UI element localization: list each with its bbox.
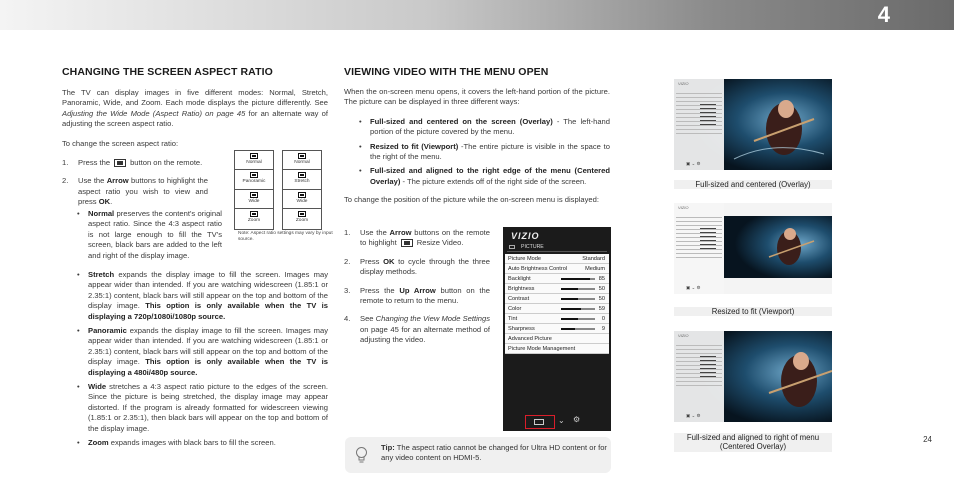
aspect-intro: The TV can display images in five different modes: Normal, Stretch, Panoramic, Wide, and Zoom. Each mode displays the picture differently. See Adjusting the Wide Mode (Aspect Ratio) on page 45 for an alternate way of adjusting the screen aspect ratio. (62, 88, 328, 129)
menu-step-3: 3. Press the Up Arrow button on the remote to return to the menu. (344, 285, 490, 306)
aspect-button-icon (114, 159, 126, 167)
aspect-note: Note: Aspect ratio settings may vary by input source. (238, 231, 333, 243)
contrast-slider[interactable] (561, 298, 595, 300)
menu-row-backlight[interactable]: Backlight 85 (505, 274, 609, 284)
tip-text: Tip: The aspect ratio cannot be changed for Ultra HD content or for any video content on HDMI-5. (381, 443, 607, 463)
menu-row-color[interactable]: Color 59 (505, 304, 609, 314)
aspect-option: Normal (234, 150, 274, 172)
menu-header: PICTURE (507, 243, 607, 252)
menu-steps (344, 228, 490, 354)
aspect-option: Normal (282, 150, 322, 172)
centered-overlay-caption: Full-sized and aligned to right of menu (Centered Overlay) (674, 433, 832, 452)
resize-video-icon (401, 239, 413, 247)
aspect-steps (62, 158, 208, 216)
zoom-mode-desc: • Zoom expands images with black bars to fill the screen. (76, 438, 328, 448)
wide-aspect-icon (250, 192, 258, 198)
page-number: 24 (923, 435, 932, 444)
stretch-mode-desc: • Stretch expands the display image to fill the screen. Images may appear wider than intended. If you are watching widescreen (1.85:1 or 2.35:1) content, black bars will still appear on the top and bottom of the display image. This option is only available when the TV is displaying a 720p/1080i/1080p source. (76, 270, 328, 322)
aspect-to-change: To change the screen aspect ratio: (62, 138, 179, 148)
aspect-option: Zoom (282, 208, 322, 230)
wide-aspect-icon (298, 192, 306, 198)
gear-icon[interactable]: ⚙ (573, 415, 581, 424)
left-column (62, 88, 328, 158)
aspect-option: Panoramic (234, 169, 274, 191)
zoom-aspect-icon (250, 211, 258, 217)
menu-row-brightness[interactable]: Brightness 50 (505, 284, 609, 294)
normal-aspect-icon (298, 153, 306, 159)
aspect-option: Wide (282, 189, 322, 211)
panel-icons: ▣ ⌄ ⚙ (686, 161, 701, 166)
overlay-caption: Full-sized and centered (Overlay) (674, 180, 832, 189)
menu-row-tint[interactable]: Tint 0 (505, 314, 609, 324)
centered-overlay-bullet: • Full-sized and aligned to the right edge of the menu (Centered Overlay) - The picture extends off of the right side of the screen. (358, 166, 610, 187)
menu-step-4: 4. See Changing the View Mode Settings on page 45 for an alternate method of adjusting the video. (344, 314, 491, 345)
mode-descriptions (76, 270, 328, 453)
normal-aspect-icon (250, 153, 258, 159)
menu-row-advanced-picture[interactable]: Advanced Picture (505, 334, 609, 344)
wide-mode-link[interactable]: Adjusting the Wide Mode (Aspect Ratio) on page 45 (62, 108, 246, 118)
chevron-down-icon[interactable]: ⌄ (558, 416, 565, 425)
aspect-step-1: 1. Press the button on the remote. (62, 158, 203, 167)
brightness-slider[interactable] (561, 288, 595, 290)
panel-icons: ▣ ⌄ ⚙ (686, 285, 701, 290)
picture-icon (509, 245, 515, 249)
menu-row-sharpness[interactable]: Sharpness 9 (505, 324, 609, 334)
chapter-number: 4 (877, 2, 890, 27)
tint-slider[interactable] (561, 318, 595, 320)
viewport-menu-panel: VIZIO ▣ ⌄ ⚙ (674, 203, 724, 294)
aspect-option: Wide (234, 189, 274, 211)
viewport-caption: Resized to fit (Viewport) (674, 307, 832, 316)
overlay-screenshot (674, 79, 832, 170)
header-bar (0, 0, 954, 30)
tip-box (345, 437, 611, 473)
menu-to-change: To change the position of the picture while the on-screen menu is displayed: (344, 195, 599, 205)
lightbulb-icon (355, 446, 368, 464)
resize-icon (534, 419, 544, 425)
wide-mode-desc: • Wide stretches a 4:3 aspect ratio picture to the edges of the screen. Since the picture is being stretched, the display image may appear distorted. If the program is already formatted for widescreen viewing (1.85:1 or 2.35:1), then black bars will appear on the top and bottom of the display image. (76, 382, 328, 434)
menu-step-1: 1. Use the Arrow buttons on the remote to highlight Resize Video. (344, 228, 490, 248)
aspect-ratio-heading: CHANGING THE SCREEN ASPECT RATIO (62, 66, 273, 78)
centered-overlay-menu-panel: VIZIO ▣ ⌄ ⚙ (674, 331, 724, 422)
viewport-screenshot (674, 203, 832, 294)
panoramic-mode-desc: • Panoramic expands the display image to fill the screen. Images may appear wider than intended. If you are watching widescreen (1.85:1 or 2.35:1) content, black bars will still appear on the top and bottom of the display image. This option is only available when the TV is displaying a 480i/480p source. (76, 326, 328, 378)
backlight-slider[interactable] (561, 278, 595, 280)
sharpness-slider[interactable] (561, 328, 595, 330)
viewport-bullet: • Resized to fit (Viewport) -The entire picture is visible in the space to the right of the menu. (358, 142, 610, 163)
menu-row-picture-mode[interactable]: Picture Mode Standard (505, 254, 609, 264)
aspect-step-2: 2. Use the Arrow buttons to highlight the aspect ratio you wish to view and press OK. (62, 176, 209, 207)
normal-mode-desc: • Normal preserves the content's original aspect ratio. Since the 4:3 aspect ratio is not large enough to fill the TV's screen, black bars are added to the left and right of the display image. (76, 209, 222, 265)
zoom-aspect-icon (298, 211, 306, 217)
menu-open-heading: VIEWING VIDEO WITH THE MENU OPEN (344, 66, 549, 78)
centered-overlay-screenshot (674, 331, 832, 422)
overlay-menu-panel: VIZIO ▣ ⌄ ⚙ (674, 79, 724, 170)
resize-video-button[interactable] (525, 415, 555, 429)
menu-row-picture-mode-management[interactable]: Picture Mode Management (505, 344, 609, 354)
vizio-logo: VIZIO (511, 231, 540, 241)
menu-row-auto-brightness[interactable]: Auto Brightness Control Medium (505, 264, 609, 274)
menu-intro: When the on-screen menu opens, it covers the left-hand portion of the picture. The picture can be displayed in three different ways: (344, 87, 610, 107)
menu-step-2: 2. Press OK to cycle through the three display methods. (344, 256, 490, 277)
stretch-aspect-icon (298, 172, 306, 178)
aspect-option: Zoom (234, 208, 274, 230)
picture-menu (503, 227, 611, 431)
overlay-bullet: • Full-sized and centered on the screen (Overlay) - The left-hand portion of the picture covered by the menu. (358, 117, 610, 138)
view-mode-link[interactable]: Changing the View Mode Settings (375, 314, 491, 324)
panel-icons: ▣ ⌄ ⚙ (686, 413, 701, 418)
aspect-option: Stretch (282, 169, 322, 191)
middle-column (344, 87, 610, 215)
menu-row-contrast[interactable]: Contrast 50 (505, 294, 609, 304)
color-slider[interactable] (561, 308, 595, 310)
panoramic-aspect-icon (250, 172, 258, 178)
